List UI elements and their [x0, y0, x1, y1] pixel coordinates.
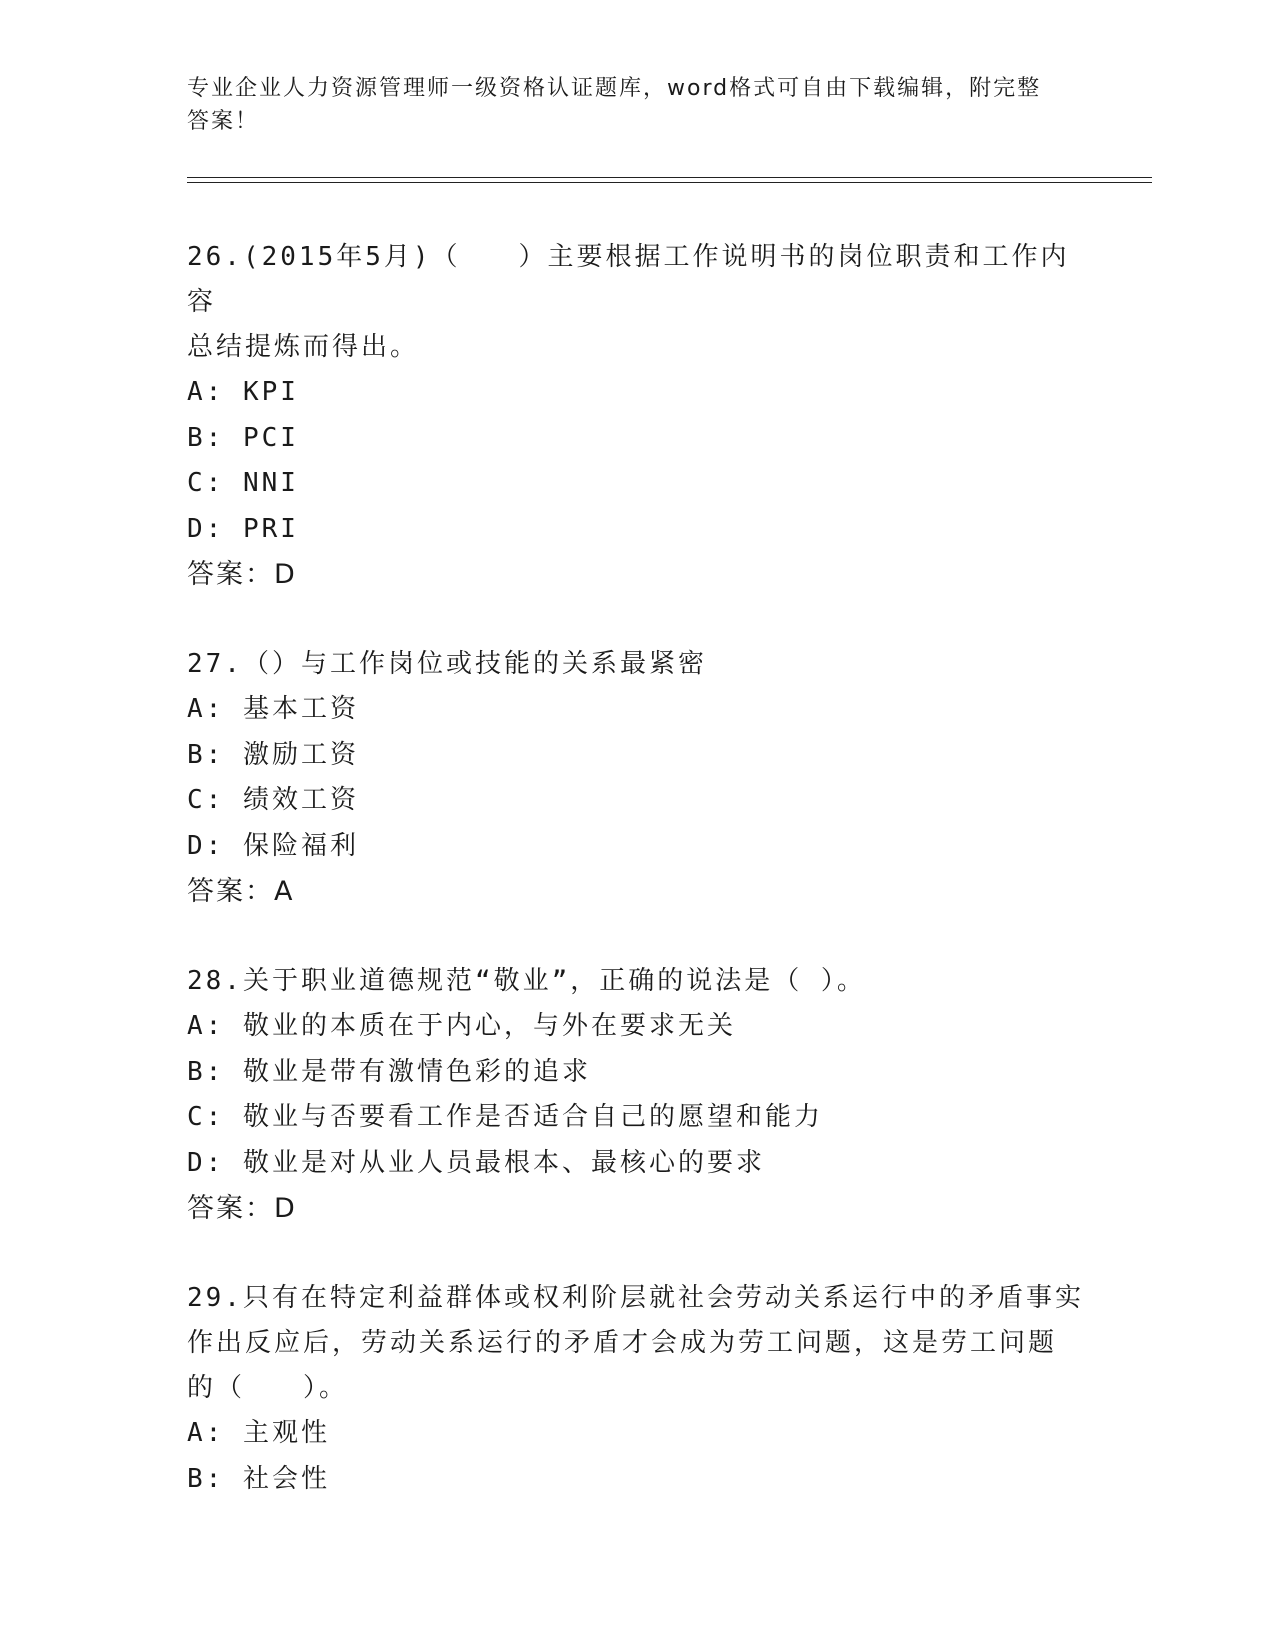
answer-line: 答案：A [187, 876, 295, 907]
question-list [187, 235, 1087, 1547]
header-divider-top [187, 177, 1152, 178]
question-29 [187, 1276, 1087, 1502]
question-stem [187, 1276, 1087, 1411]
stem-line: 26.(2015年5月)（ ）主要根据工作说明书的岗位职责和工作内容 [187, 242, 1070, 317]
question-stem [187, 642, 1087, 687]
option-d: D: PRI [187, 513, 299, 544]
option-b: B: PCI [187, 422, 299, 453]
stem-line: 的（ ）。 [187, 1373, 349, 1403]
question-28 [187, 959, 1087, 1231]
option-c: C: NNI [187, 468, 299, 498]
stem-line: 总结提炼而得出。 [187, 332, 420, 362]
option-b: B: 社会性 [187, 1463, 330, 1494]
option-d: D: 敬业是对从业人员最根本、最核心的要求 [187, 1147, 765, 1178]
option-a: A: 敬业的本质在于内心，与外在要求无关 [187, 1011, 736, 1041]
header-divider-bottom [187, 182, 1152, 183]
stem-line: 27.（）与工作岗位或技能的关系最紧密 [187, 649, 707, 679]
option-b: B: 敬业是带有激情色彩的追求 [187, 1056, 591, 1087]
option-a: A: 基本工资 [187, 694, 359, 724]
header-line-2: 答案！ [187, 109, 260, 134]
question-stem [187, 235, 1087, 370]
answer-line: 答案：D [187, 559, 297, 590]
option-b: B: 激励工资 [187, 739, 359, 770]
option-d: D: 保险福利 [187, 830, 359, 861]
header-line-1: 专业企业人力资源管理师一级资格认证题库，word格式可自由下载编辑，附完整 [187, 76, 1042, 101]
stem-line: 28.关于职业道德规范“敬业”，正确的说法是（ ）。 [187, 966, 866, 996]
document-header [187, 72, 1087, 138]
question-26 [187, 235, 1087, 597]
stem-line: 作出反应后，劳动关系运行的矛盾才会成为劳工问题，这是劳工问题 [187, 1328, 1058, 1358]
option-c: C: 敬业与否要看工作是否适合自己的愿望和能力 [187, 1102, 823, 1132]
option-c: C: 绩效工资 [187, 785, 359, 815]
option-a: A: 主观性 [187, 1418, 330, 1448]
answer-line: 答案：D [187, 1193, 297, 1224]
question-27 [187, 642, 1087, 914]
question-stem [187, 959, 1087, 1004]
stem-line: 29.只有在特定利益群体或权利阶层就社会劳动关系运行中的矛盾事实 [187, 1283, 1084, 1313]
option-a: A: KPI [187, 377, 299, 407]
